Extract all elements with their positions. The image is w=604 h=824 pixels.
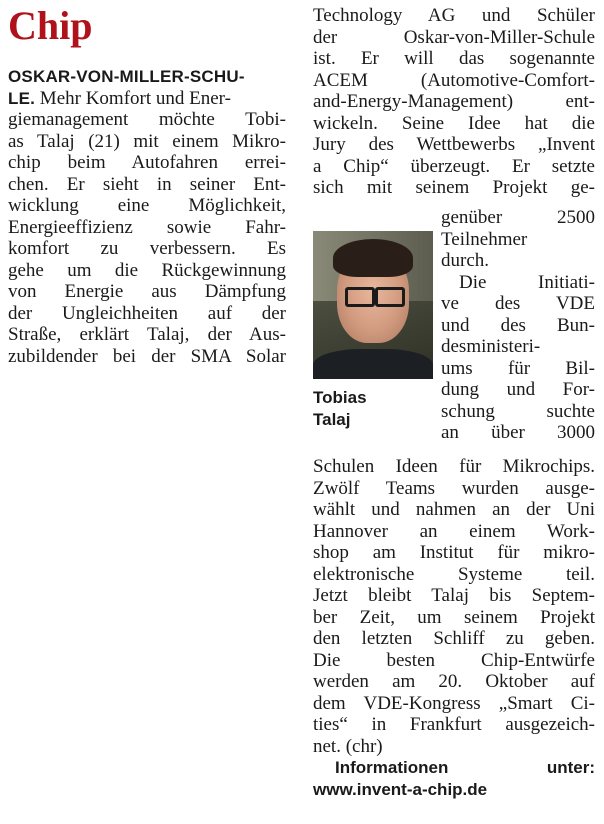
caption-line: Talaj bbox=[313, 409, 351, 429]
text-line: Die besten Chip-Entwürfe bbox=[313, 649, 595, 671]
text-line: Jetzt bleibt Talaj bis Septem- bbox=[313, 585, 595, 606]
text-line: Technology AG und Schüler bbox=[313, 5, 595, 26]
text-line: ist. Er will das sogenannte bbox=[313, 48, 595, 69]
text-line: ACEM (Automotive-Comfort- bbox=[313, 69, 595, 91]
text-line: net. (chr) bbox=[313, 735, 383, 757]
caption-line: Tobias bbox=[313, 388, 367, 407]
text-line: Straße, erklärt Talaj, der Aus- bbox=[8, 324, 286, 345]
kicker-line: OSKAR-VON-MILLER-SCHU- bbox=[8, 67, 245, 86]
portrait-photo bbox=[313, 231, 433, 379]
text-line: ums für Bil- bbox=[441, 357, 595, 379]
text-line: as Talaj (21) mit einem Mikro- bbox=[8, 130, 286, 152]
headline: Chip bbox=[8, 3, 93, 48]
text-beside-photo bbox=[441, 207, 595, 444]
info-line bbox=[313, 757, 595, 779]
text-line: a Chip“ überzeugt. Er setzte bbox=[313, 155, 595, 177]
text-line: Hannover an einem Work- bbox=[313, 520, 595, 542]
text-line: den letzten Schliff zu geben. bbox=[313, 628, 595, 649]
text-line: wicklung eine Möglichkeit, bbox=[8, 195, 286, 216]
text-line: Mehr Komfort und Ener- bbox=[39, 87, 231, 109]
text-line: and-Energy-Management) ent- bbox=[313, 91, 595, 112]
text-line: desministeri- bbox=[441, 336, 541, 357]
text-line: schung suchte bbox=[441, 400, 595, 422]
text-line: gehe um die Rückgewinnung bbox=[8, 259, 286, 281]
text-line: sich mit seinem Projekt ge- bbox=[313, 177, 595, 198]
glasses-icon bbox=[345, 287, 375, 307]
text-line: werden am 20. Oktober auf bbox=[313, 671, 595, 692]
text-line: ber Zeit, um seinem Projekt bbox=[313, 606, 595, 628]
text-line: shop am Institut für mikro- bbox=[313, 542, 595, 563]
right-column-top bbox=[313, 5, 595, 199]
text-line: ve des VDE bbox=[441, 293, 595, 314]
text-line: zubildender bei der SMA Solar bbox=[8, 345, 286, 367]
text-line: genüber 2500 bbox=[441, 207, 595, 228]
right-column-bottom bbox=[313, 456, 595, 800]
text-line: von Energie aus Dämpfung bbox=[8, 281, 286, 302]
text-line: Schulen Ideen für Mikrochips. bbox=[313, 456, 595, 477]
text-line: Zwölf Teams wurden ausge- bbox=[313, 477, 595, 499]
text-line: dem VDE-Kongress „Smart Ci- bbox=[313, 692, 595, 714]
info-label: Informationen bbox=[335, 758, 449, 777]
text-line: chip beim Autofahren errei- bbox=[8, 152, 286, 173]
text-line: ties“ in Frankfurt ausgezeich- bbox=[313, 714, 595, 735]
text-line: Die Initiati- bbox=[459, 271, 595, 293]
text-line: an über 3000 bbox=[441, 422, 595, 443]
text-line: Teilnehmer bbox=[441, 228, 528, 250]
text-line: giemanagement möchte Tobi- bbox=[8, 109, 286, 130]
text-line: Jury des Wettbewerbs „Invent bbox=[313, 134, 595, 155]
text-line: durch. bbox=[441, 250, 490, 271]
info-suffix: unter: bbox=[546, 758, 595, 777]
text-line: wickeln. Seine Idee hat die bbox=[313, 112, 595, 134]
text-line bbox=[8, 88, 286, 110]
text-line: wählt und nahmen an der Uni bbox=[313, 499, 595, 520]
kicker-line: LE. bbox=[8, 88, 36, 108]
text-line: und des Bun- bbox=[441, 314, 595, 336]
photo-caption bbox=[313, 387, 367, 430]
text-line: elektronische Systeme teil. bbox=[313, 563, 595, 585]
text-line: komfort zu verbessern. Es bbox=[8, 238, 286, 259]
left-column bbox=[8, 66, 286, 367]
text-line: Energieeffizienz sowie Fahr- bbox=[8, 216, 286, 238]
text-line: chen. Er sieht in seiner Ent- bbox=[8, 173, 286, 195]
text-line: der Oskar-von-Miller-Schule bbox=[313, 26, 595, 48]
info-url-link[interactable]: www.invent-a-chip.de bbox=[313, 779, 488, 799]
text-line: dung und For- bbox=[441, 379, 595, 400]
text-line: der Ungleichheiten auf der bbox=[8, 302, 286, 324]
